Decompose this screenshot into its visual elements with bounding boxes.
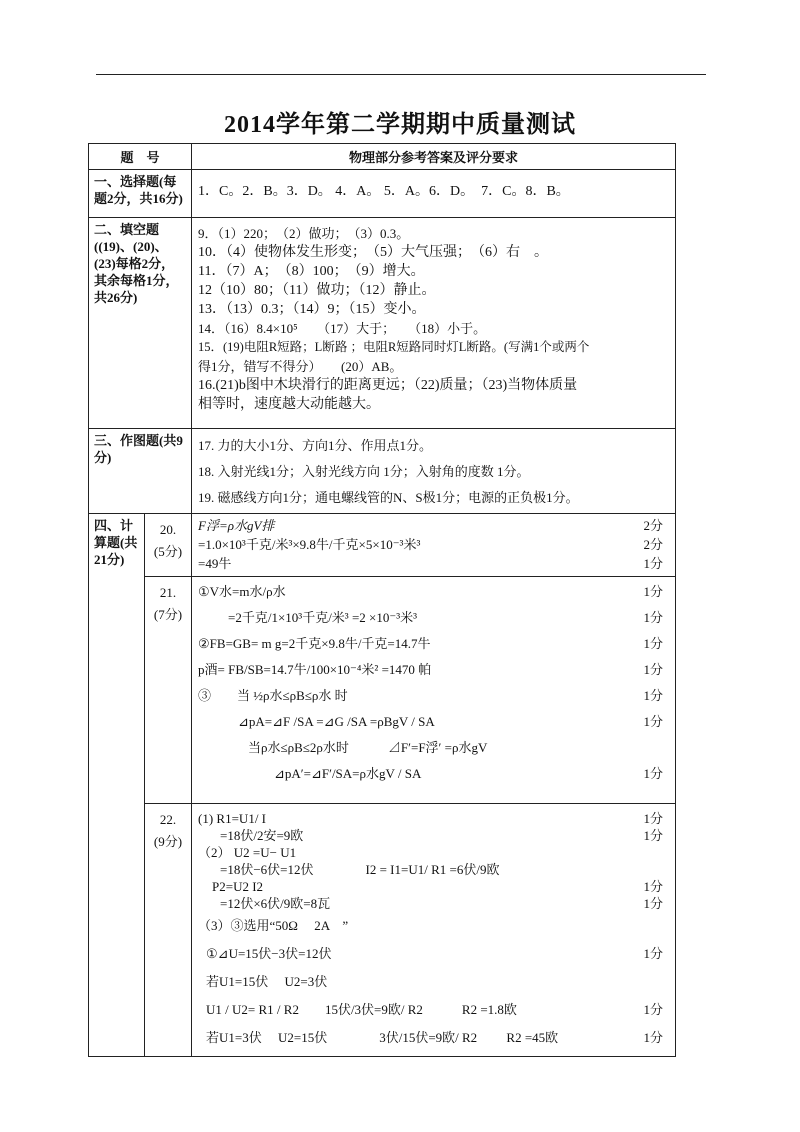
question-points: (5分) <box>153 544 183 559</box>
calc-line: U1 / U2= R1 / R2 15伏/3伏=9欧/ R2 R2 =1.8欧 1分 <box>198 996 669 1024</box>
score: 1分 <box>643 636 663 651</box>
question-number: 21. <box>159 585 177 600</box>
score: 1分 <box>643 896 663 911</box>
calc-line: ②FB=GB= m g=2千克×9.8牛/千克=14.7牛 1分 <box>198 631 669 657</box>
score: 1分 <box>643 584 663 599</box>
calc-line: 若U1=3伏 U2=15伏 3伏/15伏=9欧/ R2 R2 =45欧 1分 <box>198 1024 669 1052</box>
section-label: 二、填空题((19)、(20)、(23)每格2分，其余每格1分，共26分) <box>89 218 192 429</box>
section-fill-in <box>89 218 676 429</box>
score: 1分 <box>643 828 663 843</box>
header-question-number: 题 号 <box>89 144 192 170</box>
score: 1分 <box>643 766 663 781</box>
calc-line: ⊿pA=⊿F /SA =⊿G /SA =ρBgV / SA 1分 <box>198 709 669 735</box>
question-number: 22. <box>159 812 177 827</box>
section-drawing <box>89 429 676 514</box>
table-header-row <box>89 144 676 170</box>
answer-line: 1．C。2．B。3．D。 4．A。 5．A。6．D。 7．C。8．B。 <box>198 184 570 199</box>
question-points: (7分) <box>153 607 183 622</box>
header-rule <box>96 74 706 75</box>
calc-line: （2） U2 =U− U1 <box>198 845 297 860</box>
answer-line: 10．（4）使物体发生形变； （5）大气压强； （6）右 。 <box>198 245 549 260</box>
score: 1分 <box>643 688 663 703</box>
calc-line: ①V水=m水/ρ水 1分 <box>198 579 669 605</box>
question-number: 20. <box>159 522 177 537</box>
question-points: (9分) <box>153 834 183 849</box>
answer-line: 11．（7）A； （8）100； （9）增大。 <box>198 264 425 279</box>
calc-line: 若U1=15伏 U2=3伏 <box>206 974 328 989</box>
section-label: 一、选择题(每题2分，共16分) <box>89 170 192 218</box>
calc-line: （3）③选用“50Ω 2A ” <box>198 918 349 933</box>
score: 1分 <box>643 556 663 571</box>
calc-line: P2=U2 I2 1分 <box>212 879 663 894</box>
answer-line: 13．（13）0.3；（14）9；（15）变小。 <box>198 302 426 317</box>
question-20-row <box>89 514 676 577</box>
question-22-row <box>89 804 676 1057</box>
answer-line: 17. 力的大小1分、方向1分、作用点1分。 <box>198 438 433 453</box>
section-label: 三、作图题(共9分) <box>89 429 192 514</box>
answer-line: 12（10）80；（11）做功；（12）静止。 <box>198 283 436 298</box>
page-title: 2014学年第二学期期中质量测试 <box>224 112 576 138</box>
answer-line: 19. 磁感线方向1分；通电螺线管的N、S极1分；电源的正负极1分。 <box>198 490 579 505</box>
calc-line: 当ρ水≤ρB≤2ρ水时 ⊿F′=F浮′ =ρ水gV <box>248 740 488 755</box>
calc-line: p酒= FB/SB=14.7牛/100×10⁻⁴米² =1470 帕 1分 <box>198 657 669 683</box>
answer-line: 16.(21)b图中木块滑行的距离更远；（22)质量；（23)当物体质量 <box>198 378 578 393</box>
calc-line: =18伏/2安=9欧 1分 <box>220 828 663 843</box>
score: 1分 <box>643 1030 663 1045</box>
answer-line: 9．（1）220； （2）做功； （3）0.3。 <box>198 226 410 241</box>
score: 1分 <box>643 946 663 961</box>
calc-line: F浮=ρ水gV排 2分 <box>198 518 663 533</box>
calc-line: =2千克/1×10³千克/米³ =2 ×10⁻³米³ 1分 <box>198 605 669 631</box>
score: 1分 <box>643 811 663 826</box>
section-label: 四、计算题(共21分) <box>89 514 145 1057</box>
calc-line: =49牛 1分 <box>198 556 663 571</box>
calc-line: =12伏×6伏/9欧=8瓦 1分 <box>220 896 663 911</box>
score: 1分 <box>643 879 663 894</box>
calc-line: (1) R1=U1/ I 1分 <box>198 811 663 826</box>
answer-table <box>88 143 676 1057</box>
calc-line: ③ 当 ½ρ水≤ρB≤ρ水 时 1分 <box>198 683 669 709</box>
answer-line: 14．（16）8.4×10⁵ （17）大于； （18）小于。 <box>198 321 487 336</box>
header-answer-title: 物理部分参考答案及评分要求 <box>192 144 676 170</box>
score: 1分 <box>643 610 663 625</box>
answer-line: 18. 入射光线1分；入射光线方向 1分；入射角的度数 1分。 <box>198 464 530 479</box>
answer-line: 得1分，错写不得分） (20）AB。 <box>198 359 403 374</box>
score: 2分 <box>643 537 663 552</box>
answer-line: 15．(19)电阻R短路；L断路 ；电阻R短路同时灯L断路。(写满1个或两个 <box>198 340 590 354</box>
section-multiple-choice <box>89 170 676 218</box>
answer-line: 相等时，速度越大动能越大。 <box>198 397 381 412</box>
score: 1分 <box>643 714 663 729</box>
calc-line: =18伏−6伏=12伏 I2 = I1=U1/ R1 =6伏/9欧 <box>220 862 500 877</box>
calc-line: =1.0×10³千克/米³×9.8牛/千克×5×10⁻³米³ 2分 <box>198 537 663 552</box>
calc-line: ⊿pA′=⊿F′/SA=ρ水gV / SA 1分 <box>198 761 669 787</box>
score: 1分 <box>643 1002 663 1017</box>
calc-line: ①⊿U=15伏−3伏=12伏 1分 <box>198 940 669 968</box>
score: 2分 <box>643 518 663 533</box>
question-21-row <box>89 577 676 804</box>
score: 1分 <box>643 662 663 677</box>
